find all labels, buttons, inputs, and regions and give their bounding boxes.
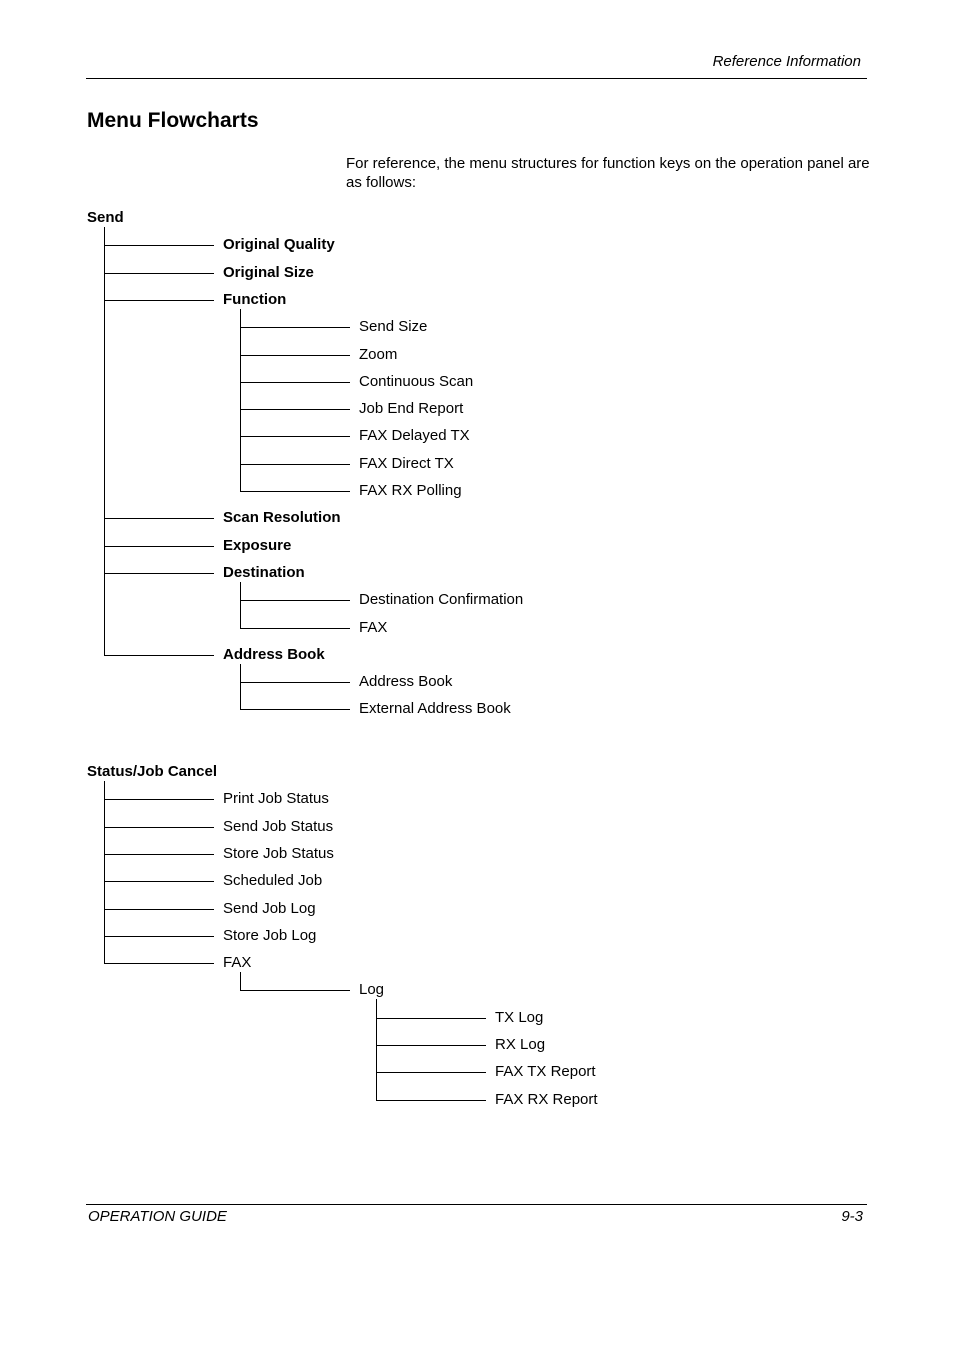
menu-item-address-book: Address Book: [359, 673, 453, 691]
connector-line: [240, 355, 350, 356]
menu-item-zoom: Zoom: [359, 345, 398, 363]
connector-line: [240, 409, 350, 410]
menu-item-fax-direct-tx: FAX Direct TX: [359, 454, 454, 472]
connector-line: [104, 273, 214, 274]
menu-item-fax: FAX: [359, 618, 388, 636]
page-title: Menu Flowcharts: [87, 109, 259, 132]
menu-item-destination-confirmation: Destination Confirmation: [359, 591, 524, 609]
menu-item-print-job-status: Print Job Status: [223, 790, 329, 808]
menu-item-fax-rx-polling: FAX RX Polling: [359, 482, 462, 499]
menu-item-tx-log: TX Log: [495, 1008, 544, 1026]
menu-item-original-size: Original Size: [223, 263, 314, 281]
connector-line: [104, 518, 214, 519]
connector-line: [104, 573, 214, 574]
connector-line: [240, 664, 241, 711]
connector-line: [240, 582, 241, 629]
menu-item-log: Log: [359, 981, 385, 999]
connector-line: [240, 709, 350, 710]
menu-item-send-size: Send Size: [359, 318, 428, 336]
connector-line: [104, 781, 105, 964]
menu-item-send-job-log: Send Job Log: [223, 899, 316, 917]
connector-line: [240, 464, 350, 465]
menu-item-rx-log: RX Log: [495, 1036, 546, 1053]
connector-line: [104, 546, 214, 547]
connector-line: [376, 1072, 486, 1073]
menu-item-fax-tx-report: FAX TX Report: [495, 1063, 596, 1081]
connector-line: [104, 909, 214, 910]
footer-page-number: 9-3: [841, 1208, 863, 1225]
menu-item-scheduled-job: Scheduled Job: [223, 872, 323, 890]
connector-line: [376, 1100, 486, 1101]
tree-root-send: Send: [87, 209, 124, 226]
header-section-title: Reference Information: [712, 53, 861, 70]
menu-item-exposure: Exposure: [223, 536, 292, 554]
menu-item-job-end-report: Job End Report: [359, 400, 464, 418]
connector-line: [240, 382, 350, 383]
connector-line: [104, 300, 214, 301]
connector-line: [240, 682, 350, 683]
connector-line: [104, 881, 214, 882]
menu-item-store-job-log: Store Job Log: [223, 926, 317, 944]
connector-line: [376, 1045, 486, 1046]
connector-line: [240, 600, 350, 601]
connector-line: [240, 491, 350, 492]
menu-item-scan-resolution: Scan Resolution: [223, 509, 341, 527]
menu-item-store-job-status: Store Job Status: [223, 844, 334, 862]
connector-line: [104, 799, 214, 800]
connector-line: [104, 854, 214, 855]
menu-item-address-book: Address Book: [223, 645, 325, 663]
connector-line: [240, 436, 350, 437]
connector-line: [376, 999, 377, 1100]
footer-rule: [86, 1204, 867, 1205]
menu-item-destination: Destination: [223, 563, 305, 581]
tree-root-status-job-cancel: Status/Job Cancel: [87, 763, 218, 780]
intro-paragraph: For reference, the menu structures for function keys on the operation panel are as follows:: [346, 155, 870, 191]
connector-line: [104, 936, 214, 937]
menu-item-fax: FAX: [223, 954, 252, 972]
connector-line: [104, 245, 214, 246]
menu-item-send-job-status: Send Job Status: [223, 817, 334, 835]
connector-line: [240, 309, 241, 492]
menu-item-fax-rx-report: FAX RX Report: [495, 1090, 598, 1108]
menu-item-fax-delayed-tx: FAX Delayed TX: [359, 427, 470, 445]
connector-line: [104, 827, 214, 828]
connector-line: [240, 327, 350, 328]
footer-guide-title: OPERATION GUIDE: [88, 1208, 227, 1225]
menu-item-external-address-book: External Address Book: [359, 700, 511, 718]
connector-line: [240, 990, 350, 991]
connector-line: [240, 628, 350, 629]
menu-item-original-quality: Original Quality: [223, 236, 335, 254]
connector-line: [104, 963, 214, 964]
connector-line: [104, 655, 214, 656]
connector-line: [240, 972, 241, 991]
connector-line: [376, 1018, 486, 1019]
connector-line: [104, 227, 105, 656]
menu-item-function: Function: [223, 290, 287, 308]
menu-item-continuous-scan: Continuous Scan: [359, 372, 474, 390]
